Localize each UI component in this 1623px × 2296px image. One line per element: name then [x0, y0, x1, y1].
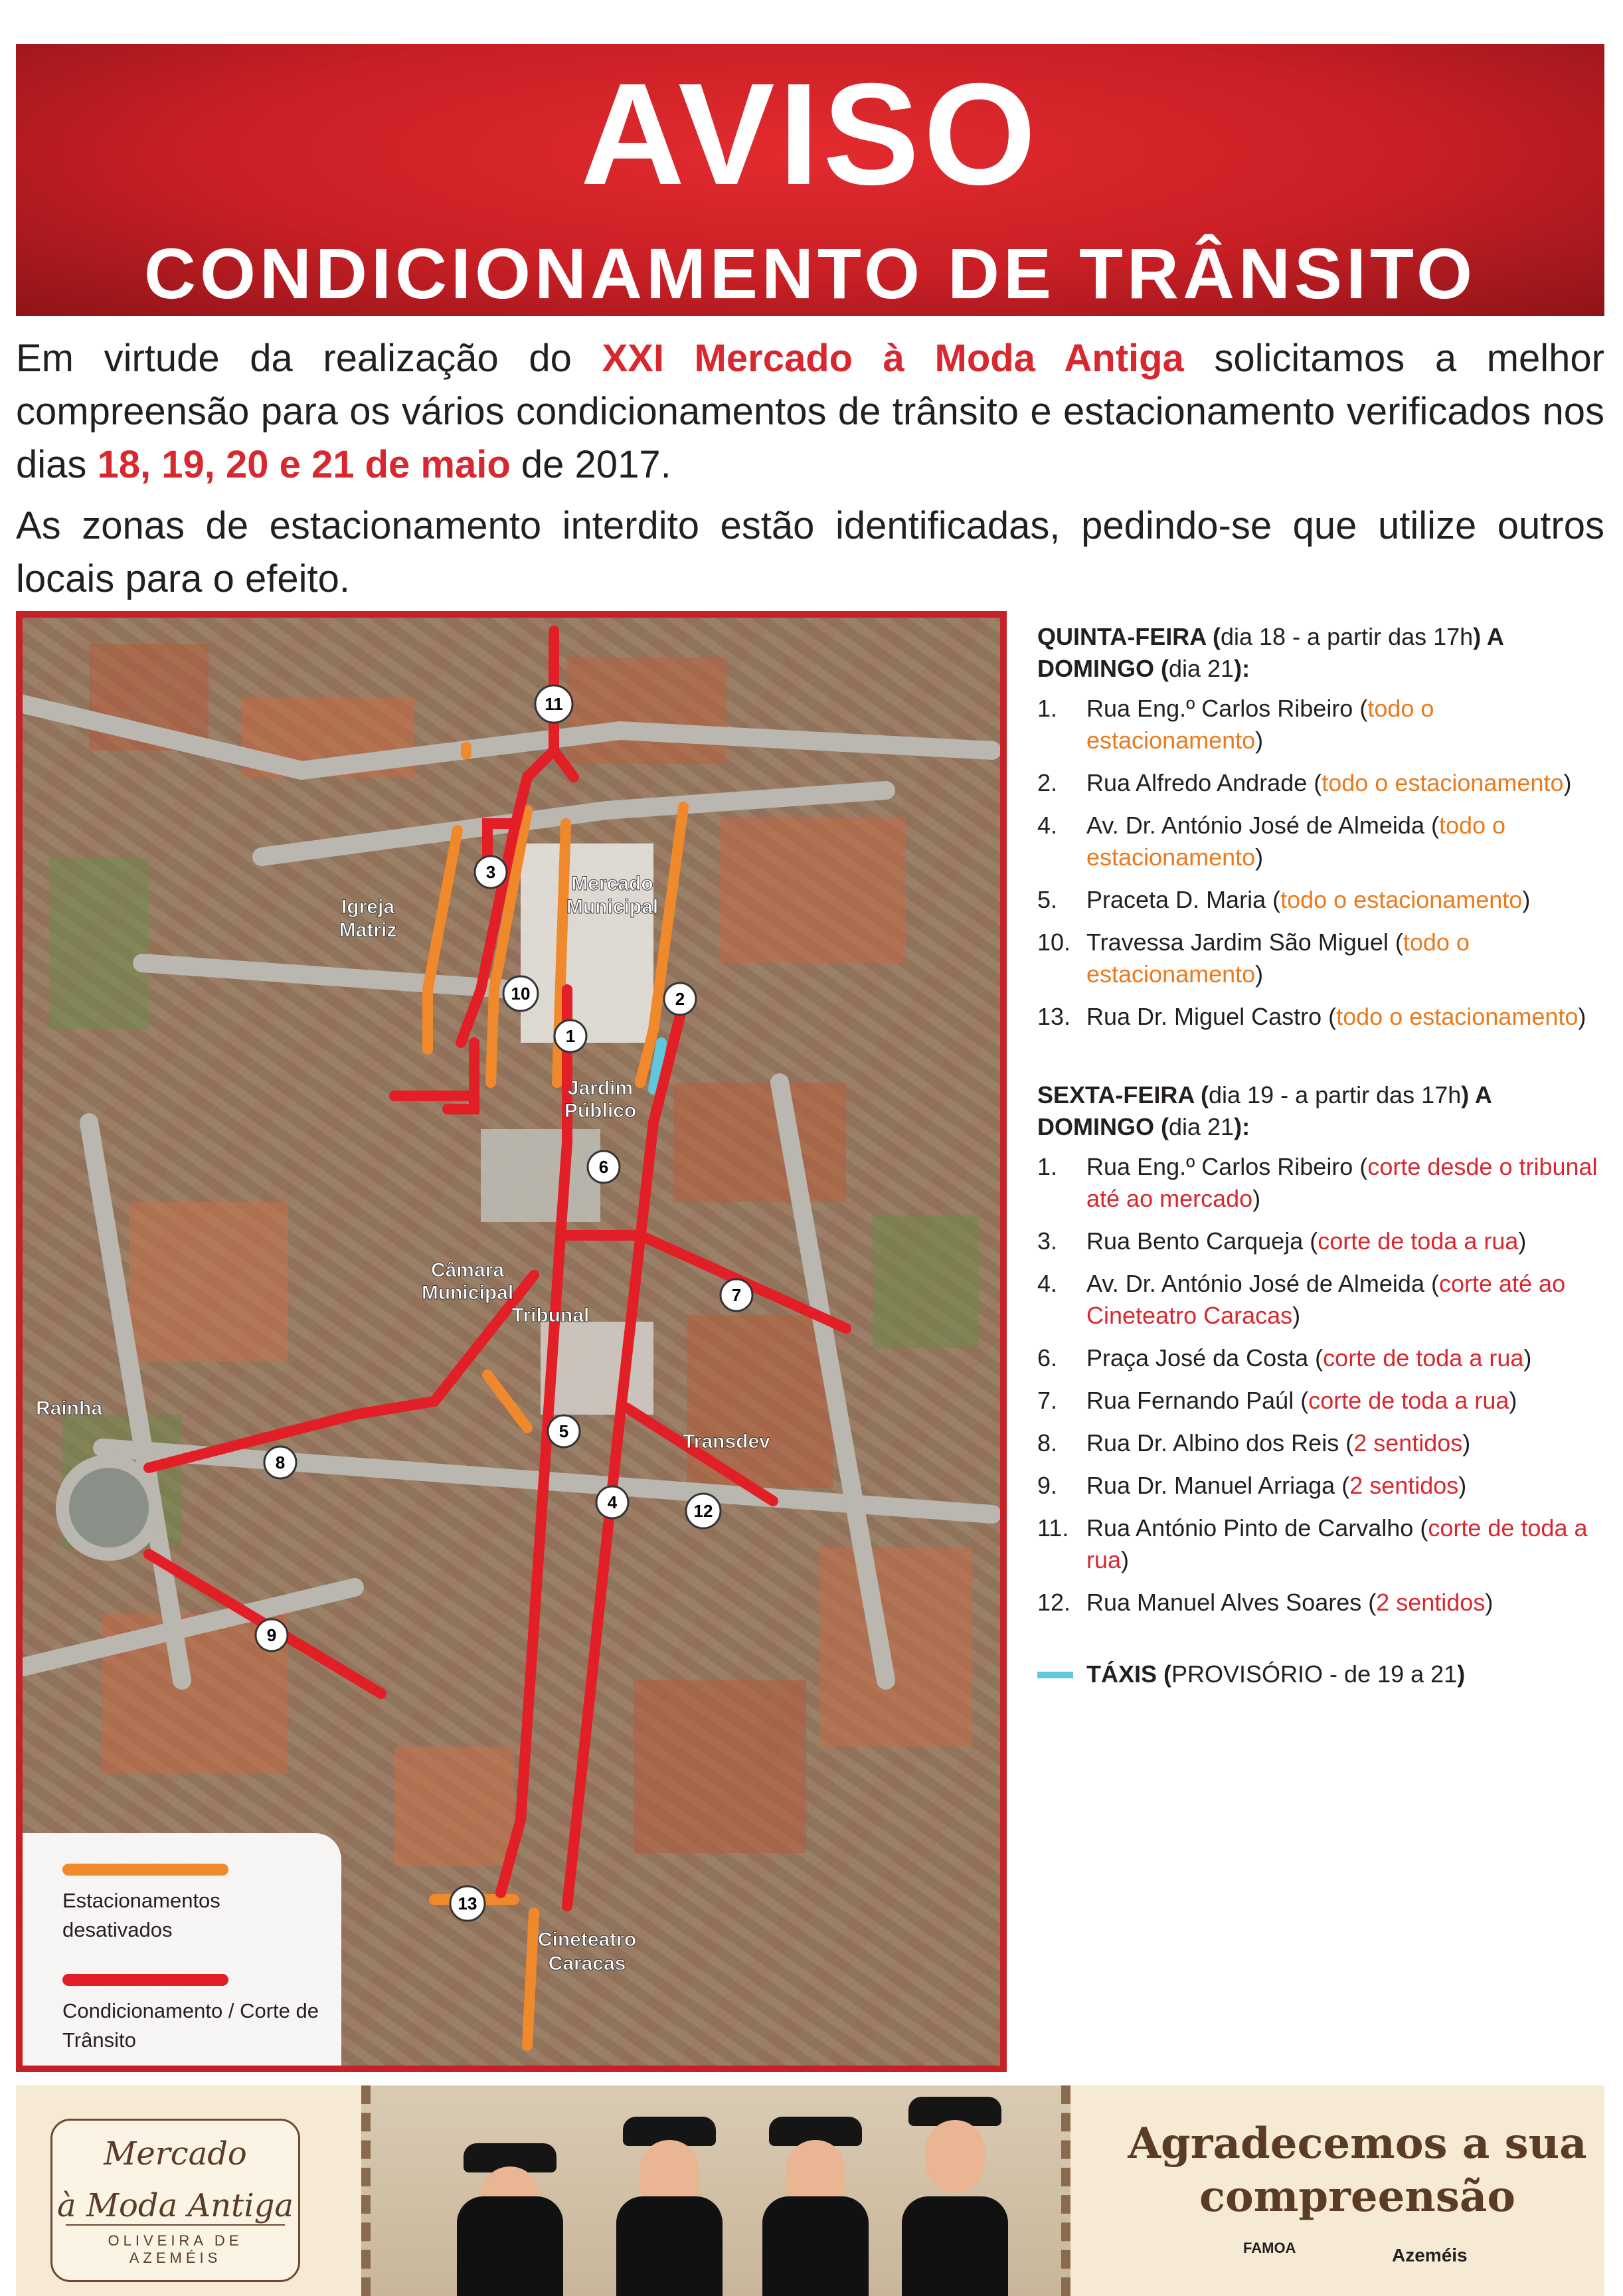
label-transdev: Transdev	[683, 1431, 770, 1453]
item-note: todo o estacionamento	[1086, 928, 1470, 988]
taxi-note: PROVISÓRIO - de 19 a 21	[1171, 1660, 1458, 1688]
svg-text:4: 4	[607, 1492, 618, 1512]
label-tribunal: Tribunal	[511, 1304, 590, 1326]
item-street: Rua Manuel Alves Soares (	[1086, 1589, 1377, 1616]
list-item	[1037, 1268, 1608, 1332]
taxi-end: )	[1457, 1660, 1466, 1688]
item-street: Rua Dr. Miguel Castro (	[1086, 1003, 1337, 1030]
svg-text:6: 6	[598, 1157, 609, 1177]
marker-5	[548, 1415, 580, 1447]
svg-text:8: 8	[275, 1453, 286, 1472]
item-note: 2 sentidos	[1353, 1429, 1463, 1457]
banner-subtitle: CONDICIONAMENTO DE TRÂNSITO	[143, 233, 1477, 313]
item-number: 5.	[1037, 886, 1058, 913]
item-note: 2 sentidos	[1349, 1472, 1459, 1499]
item-end: )	[1523, 1344, 1532, 1371]
list-item	[1037, 1512, 1608, 1576]
legend-orange-label: Estacionamentos desativados	[62, 1889, 220, 1941]
heading-b: dia 18 - a partir das 17h	[1220, 623, 1474, 650]
label-jardim-2: Público	[564, 1100, 637, 1122]
item-end: )	[1578, 1003, 1586, 1030]
svg-text:1: 1	[565, 1026, 576, 1046]
item-note: corte desde o tribunal até ao mercado	[1086, 1153, 1598, 1212]
thanks-message: Agradecemos a sua compreensão	[1128, 2119, 1587, 2222]
banner-title: AVISO	[580, 54, 1041, 215]
item-note: corte de toda a rua	[1086, 1514, 1588, 1573]
item-number: 2.	[1037, 769, 1058, 796]
event-name: XXI Mercado à Moda Antiga	[602, 337, 1184, 380]
logo-line-2: à Moda Antiga	[56, 2187, 294, 2224]
marker-10	[503, 976, 538, 1011]
item-street: Rua Eng.º Carlos Ribeiro (	[1086, 695, 1368, 722]
item-street: Travessa Jardim São Miguel (	[1086, 928, 1403, 956]
label-jardim-1: Jardim	[567, 1077, 634, 1099]
legend-red-label: Condicionamento / Corte de Trânsito	[62, 1999, 319, 2052]
section-friday-heading	[1037, 1079, 1608, 1143]
marker-9	[256, 1619, 288, 1651]
item-street: Rua Dr. Albino dos Reis (	[1086, 1429, 1354, 1457]
event-dates: 18, 19, 20 e 21 de maio	[97, 443, 511, 486]
item-end: )	[1522, 886, 1531, 913]
taxi-legend	[1037, 1658, 1608, 1690]
legend-red-swatch	[62, 1974, 228, 1986]
item-end: )	[1563, 769, 1572, 796]
list-item	[1037, 693, 1608, 756]
svg-text:2: 2	[675, 989, 685, 1009]
marker-6	[588, 1151, 620, 1183]
logo-subtitle: OLIVEIRA DE AZEMÉIS	[66, 2224, 285, 2267]
intro-text	[16, 332, 1604, 614]
item-number: 12.	[1037, 1589, 1071, 1616]
person-2	[616, 2103, 723, 2296]
list-item	[1037, 1225, 1608, 1257]
heading-e: ):	[1234, 655, 1250, 682]
thursday-list	[1037, 693, 1608, 1033]
item-end: )	[1518, 1227, 1527, 1255]
marker-4	[596, 1486, 628, 1518]
famoa-logo: FAMOA	[1243, 2240, 1296, 2256]
item-street: Rua Dr. Manuel Arriaga (	[1086, 1472, 1350, 1499]
item-end: )	[1485, 1589, 1494, 1616]
event-logo	[50, 2119, 300, 2282]
intro-text-b: solicitamos a melhor compreensão para os vários condicionamentos de trânsito e estacionamento verificados nos dias	[16, 337, 1604, 486]
item-note: todo o estacionamento	[1086, 695, 1434, 754]
item-number: 8.	[1037, 1429, 1058, 1457]
label-igreja-2: Matriz	[339, 919, 397, 941]
item-street: Av. Dr. António José de Almeida (	[1086, 1270, 1439, 1297]
marker-11	[535, 685, 572, 723]
marker-12	[686, 1494, 721, 1528]
item-end: )	[1292, 1302, 1301, 1329]
person-3	[762, 2103, 869, 2296]
intro-text-c: de 2017.	[510, 443, 671, 486]
item-end: )	[1462, 1429, 1471, 1457]
svg-text:12: 12	[693, 1501, 713, 1521]
intro-paragraph-2: As zonas de estacionamento interdito estão identificadas, pedindo-se que utilize outros locais para o efeito.	[16, 504, 1604, 600]
svg-text:11: 11	[545, 694, 563, 714]
svg-text:9: 9	[266, 1625, 277, 1645]
warning-banner	[16, 44, 1604, 316]
heading-c: ) A DOMINGO (	[1037, 623, 1503, 682]
logo-line-1: Mercado	[104, 2135, 247, 2172]
item-number: 3.	[1037, 1227, 1058, 1255]
item-note: corte de toda a rua	[1323, 1344, 1524, 1371]
item-end: )	[1509, 1387, 1517, 1414]
item-note: corte de toda a rua	[1308, 1387, 1509, 1414]
label-camara-2: Municipal	[421, 1282, 514, 1304]
svg-text:3: 3	[485, 862, 496, 882]
marker-2	[664, 983, 696, 1015]
item-street: Rua Fernando Paúl (	[1086, 1387, 1309, 1414]
item-number: 1.	[1037, 695, 1058, 722]
intro-text-a: Em virtude da realização do	[16, 337, 602, 380]
item-end: )	[1255, 960, 1264, 988]
svg-text:13: 13	[458, 1894, 477, 1913]
item-note: corte de toda a rua	[1318, 1227, 1519, 1255]
item-number: 7.	[1037, 1387, 1058, 1414]
svg-text:7: 7	[731, 1285, 742, 1305]
heading-a: SEXTA-FEIRA (	[1037, 1081, 1209, 1108]
label-cineteatro-1: Cineteatro	[537, 1929, 637, 1951]
legend-orange-swatch	[62, 1864, 228, 1876]
item-number: 13.	[1037, 1003, 1071, 1030]
item-street: Rua Bento Carqueja (	[1086, 1227, 1318, 1255]
item-end: )	[1121, 1546, 1130, 1573]
azemeis-logo: Azeméis	[1392, 2245, 1468, 2265]
taxi-swatch	[1037, 1672, 1073, 1678]
item-street: Praça José da Costa (	[1086, 1344, 1324, 1371]
label-mercado-1: Mercado	[571, 873, 653, 895]
item-street: Rua Alfredo Andrade (	[1086, 769, 1322, 796]
map-legend	[23, 1833, 341, 2072]
list-item	[1037, 927, 1608, 990]
person-4	[902, 2090, 1008, 2296]
list-item	[1037, 1587, 1608, 1619]
list-item	[1037, 1427, 1608, 1459]
svg-text:10: 10	[511, 984, 531, 1004]
item-note: 2 sentidos	[1376, 1589, 1486, 1616]
marker-1	[555, 1020, 586, 1052]
traffic-map	[16, 611, 1007, 2072]
item-street: Rua António Pinto de Carvalho (	[1086, 1514, 1428, 1542]
item-end: )	[1252, 1185, 1261, 1212]
marker-8	[264, 1447, 296, 1478]
item-end: )	[1458, 1472, 1467, 1499]
list-item	[1037, 1470, 1608, 1502]
label-camara-1: Câmara	[430, 1259, 505, 1281]
item-number: 4.	[1037, 812, 1058, 839]
item-number: 1.	[1037, 1153, 1058, 1180]
list-item	[1037, 884, 1608, 916]
heading-c: ) A DOMINGO (	[1037, 1081, 1492, 1140]
heading-e: ):	[1234, 1113, 1250, 1140]
item-number: 4.	[1037, 1270, 1058, 1297]
list-item	[1037, 1001, 1608, 1033]
item-number: 6.	[1037, 1344, 1058, 1371]
friday-list	[1037, 1151, 1608, 1619]
item-street: Praceta D. Maria (	[1086, 886, 1281, 913]
item-note: corte até ao Cineteatro Caracas	[1086, 1270, 1566, 1329]
label-cineteatro-2: Caracas	[548, 1953, 626, 1975]
svg-text:5: 5	[558, 1421, 569, 1441]
label-mercado-2: Municipal	[566, 896, 659, 918]
restrictions-list	[1037, 621, 1608, 1690]
person-1	[457, 2130, 563, 2296]
item-note: todo o estacionamento	[1280, 886, 1523, 913]
item-note: todo o estacionamento	[1336, 1003, 1579, 1030]
item-street: Rua Eng.º Carlos Ribeiro (	[1086, 1153, 1368, 1180]
taxi-label: TÁXIS (	[1086, 1660, 1172, 1688]
marker-3	[475, 856, 507, 888]
item-note: todo o estacionamento	[1322, 769, 1564, 796]
heading-b: dia 19 - a partir das 17h	[1209, 1081, 1462, 1108]
list-item	[1037, 767, 1608, 799]
list-item	[1037, 1342, 1608, 1374]
heading-d: dia 21	[1168, 655, 1235, 682]
heading-d: dia 21	[1168, 1113, 1235, 1140]
item-number: 11.	[1037, 1514, 1069, 1542]
list-item	[1037, 810, 1608, 873]
heading-a: QUINTA-FEIRA (	[1037, 623, 1221, 650]
label-rainha: Rainha	[35, 1397, 103, 1419]
item-note: todo o estacionamento	[1086, 812, 1506, 871]
marker-7	[721, 1279, 752, 1311]
list-item	[1037, 1385, 1608, 1417]
item-number: 9.	[1037, 1472, 1058, 1499]
item-end: )	[1255, 843, 1264, 871]
label-igreja-1: Igreja	[341, 896, 395, 918]
section-thursday-heading	[1037, 621, 1608, 685]
intro-paragraph-1	[16, 332, 1604, 491]
footer	[16, 2085, 1604, 2296]
item-number: 10.	[1037, 928, 1071, 956]
item-street: Av. Dr. António José de Almeida (	[1086, 812, 1439, 839]
item-end: )	[1255, 727, 1264, 754]
list-item	[1037, 1151, 1608, 1215]
marker-13	[450, 1886, 485, 1921]
group-photo	[361, 2085, 1070, 2296]
